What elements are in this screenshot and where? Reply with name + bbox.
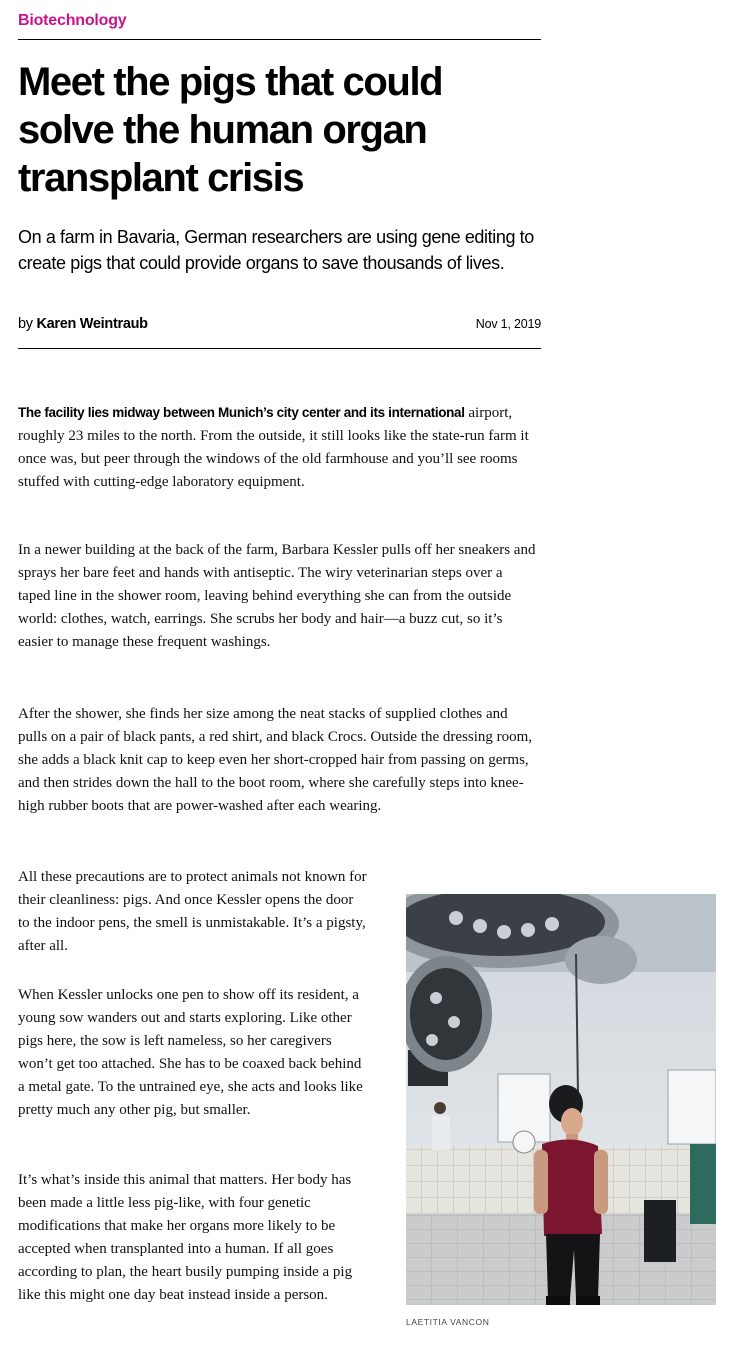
article-dek: On a farm in Bavaria, German researchers are using gene editing to create pigs that could provide organs to save thousands of lives.	[18, 227, 534, 273]
article-headline: Meet the pigs that could solve the human organ transplant crisis	[18, 60, 443, 200]
photo-cabinet	[690, 1144, 716, 1224]
body-paragraph-6: It’s what’s inside this animal that matters. Her body has been made a little less pig-like, with four genetic modifications that make her organs more likely to be accepted when transplanted into a human. If all goes according to plan, the heart busily pumping inside a pig like this might one day beat instead inside a person.	[18, 1172, 353, 1303]
byline	[18, 316, 148, 332]
photo-clock	[513, 1131, 535, 1153]
body-paragraph-4: All these precautions are to protect animals not known for their cleanliness: pigs. And once Kessler opens the door to the indoor pens, the smell is unmistakable. It’s a pigsty, after all.	[18, 869, 367, 954]
body-paragraph-3: After the shower, she finds her size among the neat stacks of supplied clothes and pulls on a pair of black pants, a red shirt, and black Crocs. Outside the dressing room, she adds a black knit cap to keep even her short-cropped hair from passing on germs, and then strides down the hall to the boot room, where she carefully steps into knee-high rubber boots that are power-washed after each wearing.	[18, 706, 533, 814]
photo-credit: LAETITIA VANCON	[406, 1317, 490, 1327]
body-paragraph-5: When Kessler unlocks one pen to show off its resident, a young sow wanders out and starts exploring. Like other pigs here, the sow is left nameless, so her caregivers won’t get too attached. She has to be coaxed back behind a metal gate. To the untrained eye, she acts and looks like pretty much any other pig, but smaller.	[18, 987, 363, 1118]
header-divider	[18, 39, 541, 40]
photo-bin	[644, 1200, 676, 1262]
body-paragraph-1	[18, 401, 533, 494]
lead-in-text: The facility lies midway between Munich’s city center and its international	[18, 405, 465, 420]
body-paragraph-2: In a newer building at the back of the farm, Barbara Kessler pulls off her sneakers and sprays her bare feet and hands with antiseptic. The wiry veterinarian steps over a taped line in the shower room, leaving behind everything she can from the outside world: clothes, watch, earrings. She scrubs her body and hair—a buzz cut, so it’s easier to manage these frequent washings.	[18, 542, 536, 650]
byline-prefix: by	[18, 316, 33, 332]
publish-date: Nov 1, 2019	[475, 317, 541, 331]
photo-window-right	[668, 1070, 716, 1144]
byline-divider	[18, 348, 541, 349]
article-photo	[406, 894, 716, 1305]
author-link[interactable]: Karen Weintraub	[36, 316, 148, 332]
paragraph-1-text: airport, roughly 23 miles to the north. From the outside, it still looks like the state-run farm it once was, but peer through the windows of the old farmhouse and you’ll see rooms stuffed with cutting-edge laboratory equipment.	[18, 405, 529, 490]
category-link[interactable]: Biotechnology	[18, 12, 127, 29]
